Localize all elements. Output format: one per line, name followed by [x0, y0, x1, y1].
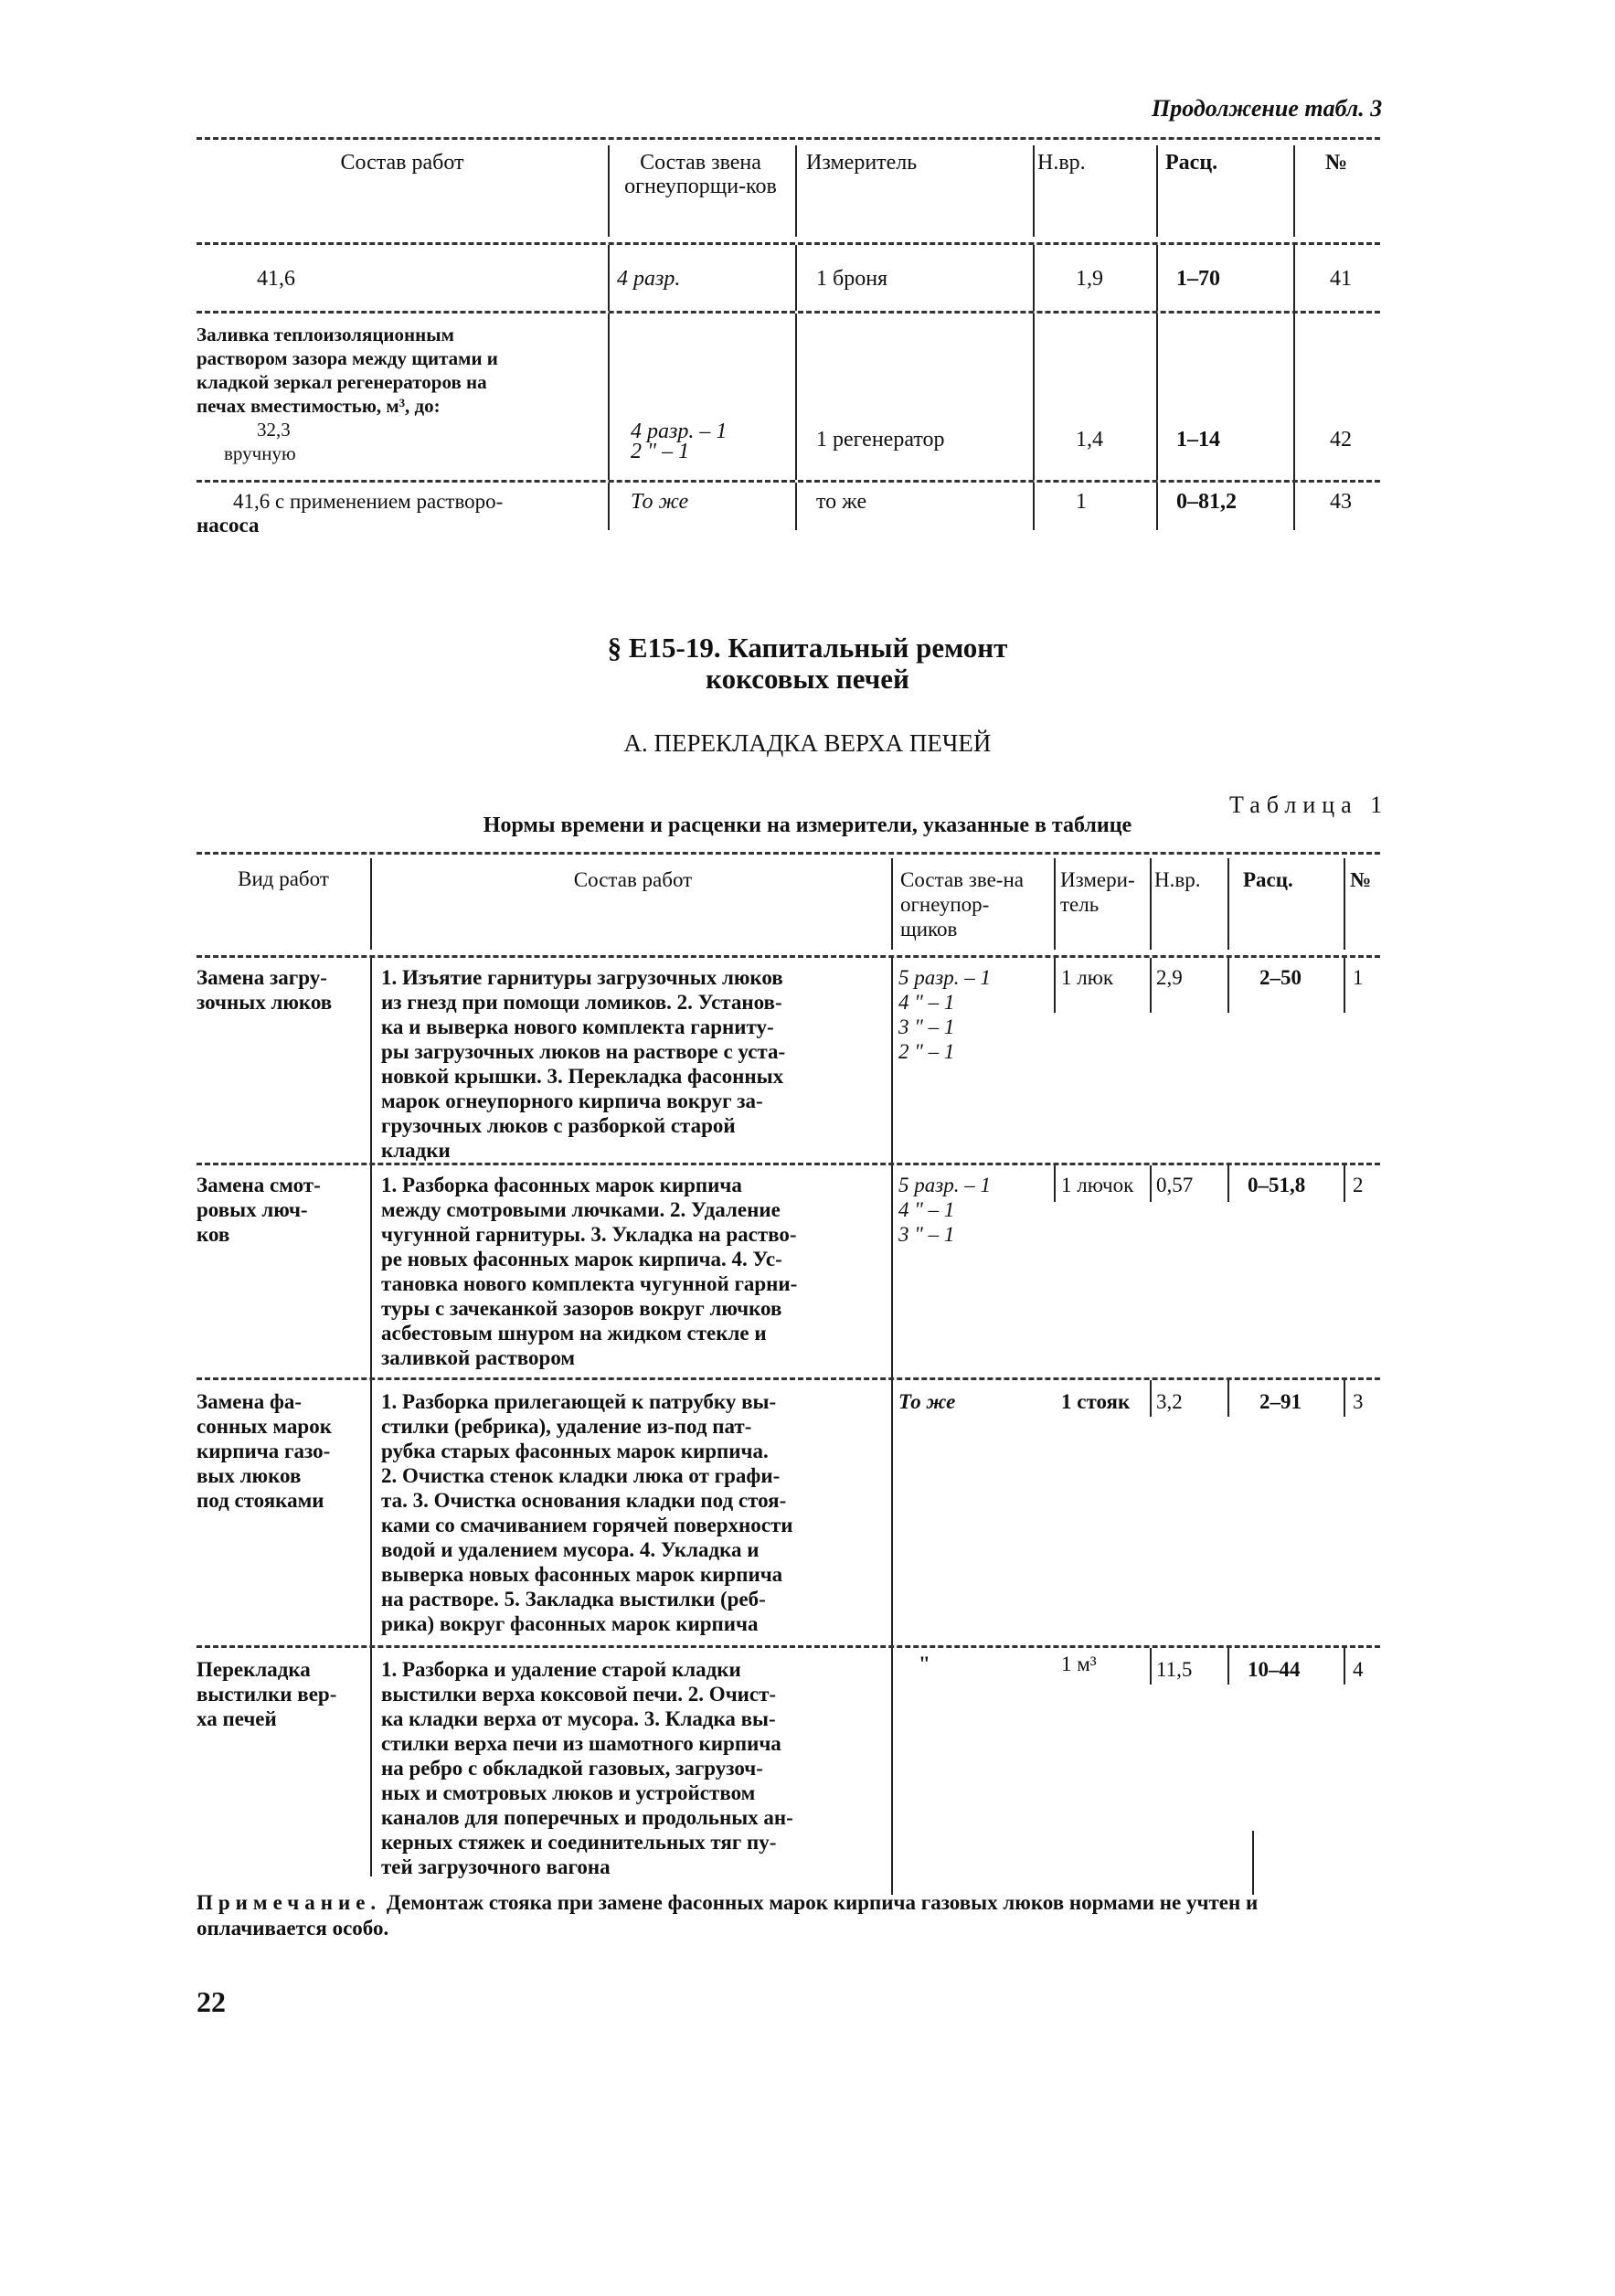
- header-type: Вид работ: [238, 867, 329, 890]
- header-work: Состав работ: [340, 151, 464, 175]
- header-rate: Расц.: [1243, 868, 1293, 891]
- header-crew: Состав звена огнеупорщи-ков: [624, 151, 777, 198]
- table-row: [197, 1380, 1380, 1648]
- rate-cell: 0–81,2: [1176, 490, 1237, 514]
- crew-cell: То же: [898, 1390, 956, 1413]
- page-number: 22: [197, 1985, 226, 2018]
- unit-cell: 1 м³: [1061, 1653, 1097, 1675]
- work-cell: 1. Разборка фасонных марок кирпича между смотровыми лючками. 2. Удаление чугунной гарнитуры. 3. Укладка на раство- ре новых фасонных марок кирпича. 4. Ус- тановка нового комплекта чугунной гарни- туры с зачеканкой зазоров вокруг лючков асбестовым шнуром на жидком стекле и заливкой раствором: [381, 1174, 798, 1369]
- crew-cell: 4 разр.: [617, 267, 681, 291]
- rate-cell: 2–91: [1259, 1390, 1302, 1413]
- unit-cell: 1 регенератор: [816, 428, 945, 452]
- num-cell: 1: [1353, 966, 1364, 989]
- continuation-table: [197, 137, 1380, 537]
- table-label: Таблица 1: [1229, 792, 1389, 818]
- rate-cell: 10–44: [1248, 1658, 1301, 1681]
- header-norm: Н.вр.: [1037, 151, 1086, 175]
- table-header: [197, 852, 1380, 958]
- num-cell: 43: [1330, 490, 1352, 514]
- norms-table: [197, 852, 1380, 1895]
- norm-cell: 11,5: [1156, 1658, 1193, 1681]
- table-row: [197, 958, 1380, 1165]
- table-note: Примечание. Демонтаж стояка при замене фасонных марок кирпича газовых люков нормами не учтен и оплачивается особо.: [197, 1891, 1259, 1940]
- section-subtitle: А. ПЕРЕКЛАДКА ВЕРХА ПЕЧЕЙ: [623, 729, 992, 757]
- norms-caption: Нормы времени и расценки на измерители, указанные в таблице: [483, 813, 1132, 837]
- num-cell: 41: [1330, 267, 1352, 291]
- table-row: [197, 245, 1380, 314]
- header-rate: Расц.: [1165, 151, 1218, 175]
- rate-cell: 1–14: [1176, 428, 1220, 452]
- num-cell: 4: [1353, 1658, 1364, 1681]
- header-work: Состав работ: [573, 868, 693, 891]
- unit-cell: 1 лючок: [1061, 1174, 1134, 1196]
- norm-cell: 1: [1076, 490, 1087, 514]
- crew-cell: 5 разр. – 1 4 " – 1 3 " – 1 2 " – 1: [898, 966, 991, 1063]
- norm-cell: 3,2: [1156, 1390, 1183, 1413]
- num-cell: 42: [1330, 428, 1352, 452]
- rate-cell: 2–50: [1259, 966, 1302, 989]
- header-num: №: [1325, 151, 1348, 175]
- continuation-label: Продолжение табл. 3: [1152, 95, 1383, 122]
- table-row: [197, 1165, 1380, 1380]
- work-type-cell: Замена фа- сонных марок кирпича газо- вых люков под стояками: [197, 1390, 332, 1512]
- table-header: [197, 137, 1380, 245]
- header-crew: Состав зве-на огнеупор-щиков: [900, 868, 1024, 941]
- unit-cell: 1 люк: [1061, 966, 1114, 989]
- unit-cell: то же: [816, 490, 867, 514]
- work-cell: 1. Разборка прилегающей к патрубку вы- стилки (ребрика), удаление из-под пат- рубка старых фасонных марок кирпича. 2. Очистка стенок кладки люка от графи- та. 3. Очистка основания кладки под стоя- ками со смачиванием горячей поверхности водой и удалением мусора. 4. Укладка и выверка новых фасонных марок кирпича на растворе. 5. Закладка выстилки (реб- рика) вокруг фасонных марок кирпича: [381, 1390, 793, 1635]
- work-cell: 1. Разборка и удаление старой кладки выстилки верха коксовой печи. 2. Очист- ка кладки верха от мусора. 3. Кладка вы- стилки верха печи из шамотного кирпича на ребро с обкладкой газовых, загрузоч- ных и смотровых люков и устройством каналов для поперечных и продольных ан- керных стяжек и соединительных тяг пу- тей загрузочного вагона: [381, 1658, 793, 1878]
- work-cell: Заливка теплоизоляционным раствором зазора между щитами и кладкой зеркал регенераторов на печах вместимостью, м³, до: 32,3 вручную: [197, 324, 498, 464]
- table-row: [197, 483, 1380, 537]
- header-unit: Измеритель: [806, 151, 918, 175]
- section-title: § Е15-19. Капитальный ремонт коксовых печей: [607, 632, 1008, 695]
- num-cell: 3: [1353, 1390, 1364, 1413]
- num-cell: 2: [1353, 1174, 1364, 1196]
- table-row: [197, 1648, 1380, 1895]
- table-row: [197, 314, 1380, 483]
- crew-cell: 4 разр. – 1 2 " – 1: [631, 420, 728, 463]
- work-cell: 41,6 с применением растворо- насоса: [197, 490, 504, 537]
- header-norm: Н.вр.: [1154, 868, 1201, 891]
- norm-cell: 1,4: [1076, 428, 1103, 452]
- crew-cell: 5 разр. – 1 4 " – 1 3 " – 1: [898, 1174, 991, 1246]
- work-type-cell: Перекладка выстилки вер- ха печей: [197, 1658, 337, 1730]
- unit-cell: 1 стояк: [1061, 1390, 1131, 1413]
- work-type-cell: Замена загру- зочных люков: [197, 966, 333, 1014]
- rate-cell: 1–70: [1176, 267, 1220, 291]
- crew-cell: ": [919, 1653, 930, 1675]
- norm-cell: 0,57: [1156, 1174, 1194, 1196]
- norm-cell: 1,9: [1076, 267, 1103, 291]
- header-unit: Измери-тель: [1060, 868, 1135, 916]
- work-type-cell: Замена смот- ровых люч- ков: [197, 1174, 321, 1246]
- crew-cell: То же: [631, 490, 689, 514]
- work-cell: 41,6: [257, 267, 295, 291]
- norm-cell: 2,9: [1156, 966, 1183, 989]
- unit-cell: 1 броня: [816, 267, 888, 291]
- rate-cell: 0–51,8: [1248, 1174, 1306, 1196]
- header-num: №: [1350, 868, 1372, 891]
- work-cell: 1. Изъятие гарнитуры загрузочных люков из гнезд при помощи ломиков. 2. Установ- ка и выверка нового комплекта гарниту- ры загрузочных люков на растворе с уста- новкой крышки. 3. Перекладка фасонных марок огнеупорного кирпича вокруг за- грузочных люков с разборкой старой кладки: [381, 966, 786, 1162]
